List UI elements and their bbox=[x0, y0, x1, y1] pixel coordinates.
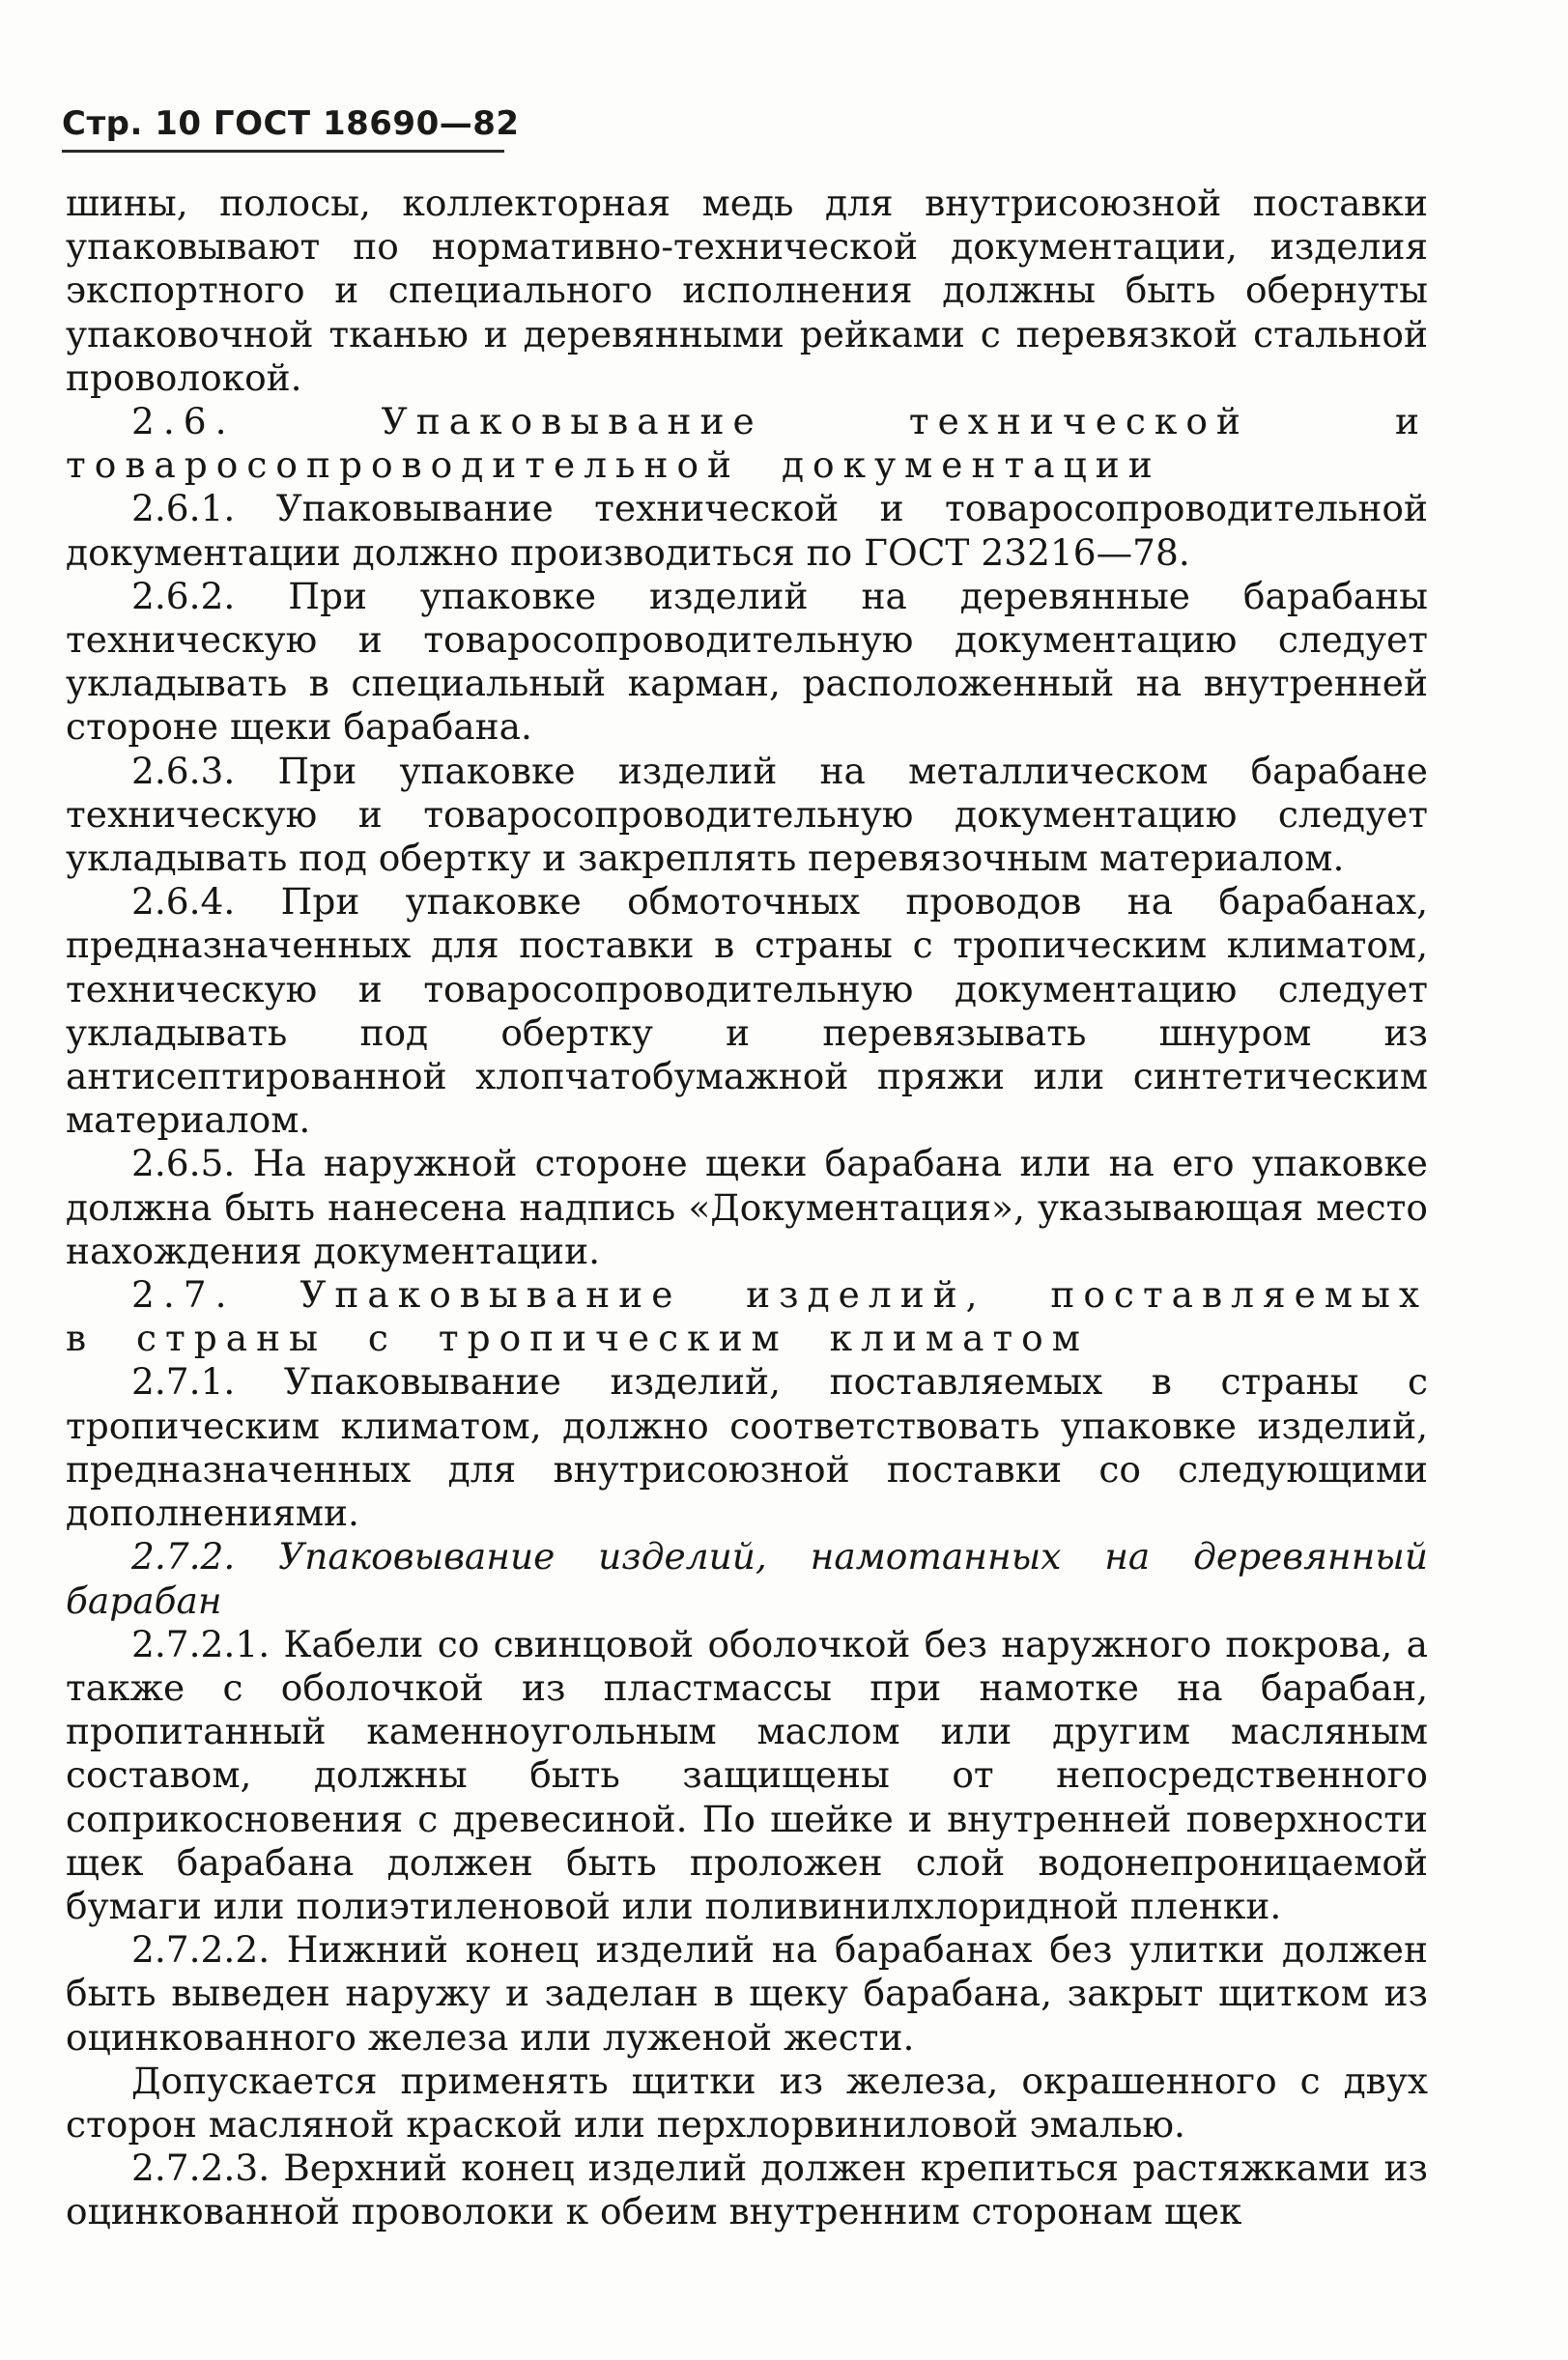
paragraph-continuation: шины, полосы, коллекторная медь для внутрисоюзной поставки упаковывают по нормативно-технической документации, изделия экспортного и специального исполнения должны быть обернуты упаковочной тканью и деревянными рейками с перевязкой стальной проволокой. bbox=[66, 182, 1428, 399]
page-header: Стр. 10 ГОСТ 18690—82 bbox=[62, 104, 520, 143]
paragraph-permission: Допускается применять щитки из железа, окрашенного с двух сторон масляной краской или перхлорвиниловой эмалью. bbox=[66, 2059, 1428, 2146]
paragraph-2-6-5: 2.6.5. На наружной стороне щеки барабана или на его упаковке должна быть нанесена надпись «Документация», указывающая место нахождения документации. bbox=[66, 1142, 1428, 1272]
paragraph-2-6-1: 2.6.1. Упаковывание технической и товаросопроводительной документации должно производиться по ГОСТ 23216—78. bbox=[66, 487, 1428, 574]
section-heading-2-6: 2.6. Упаковывание технической и товаросопроводительной документации bbox=[66, 400, 1428, 487]
document-body bbox=[66, 182, 1428, 2234]
paragraph-2-6-4: 2.6.4. При упаковке обмоточных проводов на барабанах, предназначенных для поставки в страны с тропическим климатом, техническую и товаросопроводительную документацию следует укладывать под обертку и перевязывать шнуром из антисептированной хлопчатобумажной пряжи или синтетическим материалом. bbox=[66, 880, 1428, 1142]
paragraph-2-6-2: 2.6.2. При упаковке изделий на деревянные барабаны техническую и товаросопроводительную документацию следует укладывать в специальный карман, расположенный на внутренней стороне щеки барабана. bbox=[66, 574, 1428, 749]
paragraph-2-6-3: 2.6.3. При упаковке изделий на металлическом барабане техническую и товаросопроводительную документацию следует укладывать под обертку и закреплять перевязочным материалом. bbox=[66, 749, 1428, 880]
section-heading-2-7: 2.7. Упаковывание изделий, поставляемых в страны с тропическим климатом bbox=[66, 1273, 1428, 1360]
header-underline bbox=[62, 150, 504, 153]
paragraph-2-7-2-3: 2.7.2.3. Верхний конец изделий должен крепиться растяжками из оцинкованной проволоки к обеим внутренним сторонам щек bbox=[66, 2147, 1428, 2233]
paragraph-2-7-2-1: 2.7.2.1. Кабели со свинцовой оболочкой без наружного покрова, а также с оболочкой из пластмассы при намотке на барабан, пропитанный каменноугольным маслом или другим масляным составом, должны быть защищены от непосредственного соприкосновения с древесиной. По шейке и внутренней поверхности щек барабана должен быть проложен слой водонепроницаемой бумаги или полиэтиленовой или поливинилхлоридной пленки. bbox=[66, 1622, 1428, 1927]
paragraph-2-7-1: 2.7.1. Упаковывание изделий, поставляемых в страны с тропическим климатом, должно соответствовать упаковке изделий, предназначенных для внутрисоюзной поставки со следующими дополнениями. bbox=[66, 1360, 1428, 1535]
paragraph-2-7-2-2: 2.7.2.2. Нижний конец изделий на барабанах без улитки должен быть выведен наружу и заделан в щеку барабана, закрыт щитком из оцинкованного железа или луженой жести. bbox=[66, 1928, 1428, 2059]
subsection-heading-2-7-2: 2.7.2. Упаковывание изделий, намотанных на деревянный барабан bbox=[66, 1535, 1428, 1622]
